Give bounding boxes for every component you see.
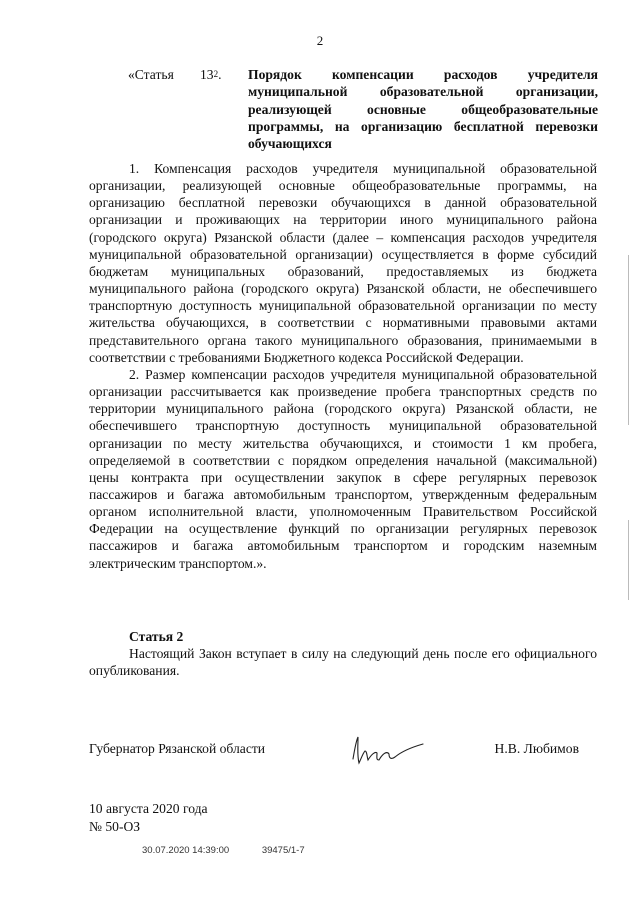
article-number bbox=[200, 66, 222, 85]
article-number-main: 13 bbox=[200, 67, 214, 82]
article-title-line: муниципальной образовательной организации, bbox=[248, 84, 598, 100]
scan-edge-line bbox=[628, 255, 629, 425]
governor-position: Губернатор Рязанской области bbox=[89, 741, 266, 756]
article-title-line: Порядок компенсации расходов учредителя bbox=[248, 67, 598, 82]
date-block bbox=[89, 800, 208, 835]
article-body bbox=[89, 160, 597, 572]
governor-name: Н.В. Любимов bbox=[494, 741, 579, 756]
paragraph-1: 1. Компенсация расходов учредителя муниципальной образовательной организации, реализующей основные общеобразовательные программы, на организацию бесплатной перевозки обучающихся в данной образовательной организации и проживающих на территории иного муниципального района (городского округа) Рязанской области (далее – компенсация расходов учредителя муниципальной образовательной организации) осуществляется в форме субсидий бюджетам муниципальных образований, предоставляемых из бюджета муниципального района (городского округа) Рязанской области, не обеспечившего транспортную доступность муниципальной образовательной организации по месту жительства обучающихся, в соответствии с нормативными правовыми актами представительного органа такого муниципального образования, принимаемыми в соответствии с требованиями Бюджетного кодекса Российской Федерации. bbox=[89, 161, 597, 365]
article-2-title: Статья 2 bbox=[129, 629, 184, 644]
article-label: «Статья bbox=[128, 67, 174, 82]
article-title-line: программы, на организацию бесплатной перевозки bbox=[248, 118, 598, 134]
article-number-suffix: . bbox=[218, 67, 222, 82]
article-title bbox=[248, 66, 598, 152]
article-number-superscript: 2 bbox=[213, 69, 219, 79]
paragraph-2: 2. Размер компенсации расходов учредителя муниципальной образовательной организации рассчитывается как произведение пробега транспортных средств по территории муниципального района (городского округа) Рязанской области, не обеспечившего транспортную доступность муниципальной образовательной организации по месту жительства обучающихся, и стоимости 1 км пробега, определяемой в соответствии с порядком определения начальной (максимальной) цены контракта при осуществлении закупок в сфере регулярных перевозок пассажиров и багажа автомобильным транспортом, утвержденным федеральным органом исполнительной власти, уполномоченным Правительством Российской Федерации на осуществление функций по организации регулярных перевозок пассажиров и багажа автомобильным транспортом и городским наземным электрическим транспортом.». bbox=[89, 366, 597, 571]
article-title-line: реализующей основные общеобразовательные bbox=[248, 101, 598, 117]
scan-edge-line bbox=[628, 520, 629, 600]
footer-timestamp: 30.07.2020 14:39:00 bbox=[142, 845, 230, 856]
article-title-line: обучающихся bbox=[248, 136, 332, 152]
article-2 bbox=[89, 628, 597, 680]
article-2-text: Настоящий Закон вступает в силу на следующий день после его официального опубликования. bbox=[89, 646, 597, 679]
law-number: № 50-ОЗ bbox=[89, 818, 141, 834]
footer-doc-id: 39475/1-7 bbox=[261, 845, 305, 856]
page-number: 2 bbox=[316, 33, 324, 48]
handwritten-signature-icon bbox=[349, 733, 429, 767]
footer-stamp bbox=[142, 845, 335, 856]
signing-date: 10 августа 2020 года bbox=[89, 801, 208, 816]
